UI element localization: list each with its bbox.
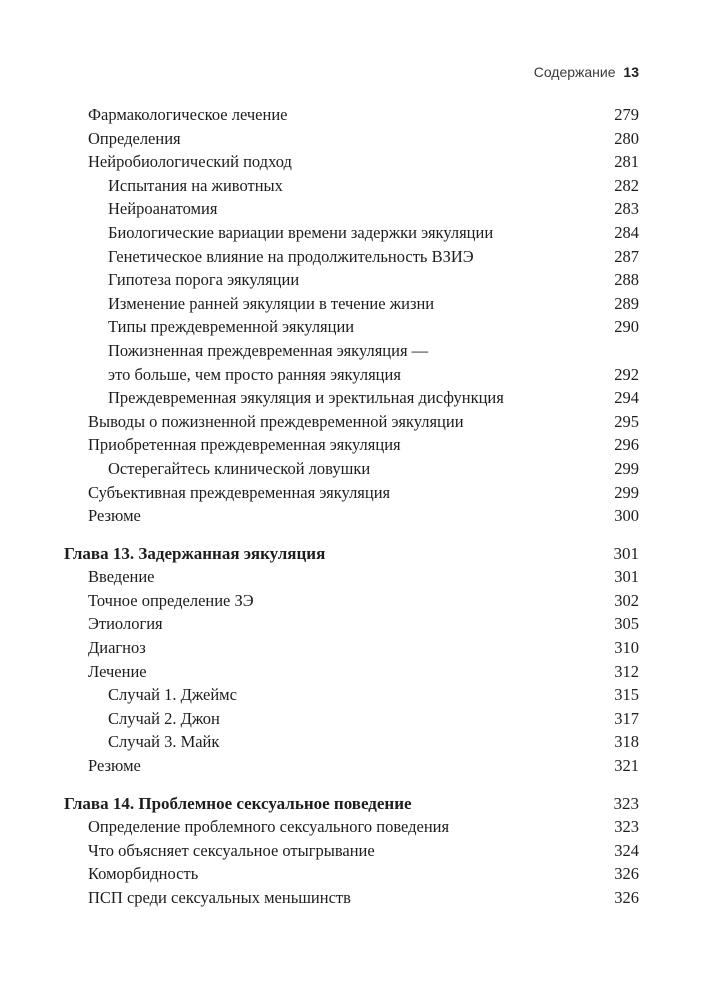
toc-subentry [64, 197, 639, 221]
toc-entry-page: 312 [614, 661, 639, 681]
toc-entry-page: 288 [614, 270, 639, 290]
toc-entry [64, 410, 639, 434]
toc-entry-title: Введение [88, 567, 155, 587]
toc-entry-title: Выводы о пожизненной преждевременной эякуляции [88, 411, 464, 431]
toc-entry-title: Точное определение ЗЭ [88, 590, 254, 610]
toc-entry-page: 321 [614, 756, 639, 776]
toc-entry-page: 280 [614, 128, 639, 148]
page-number: 13 [623, 64, 639, 80]
toc-entry [64, 103, 639, 127]
toc-subentry [64, 707, 639, 731]
toc-entry-title-line: это больше, чем просто ранняя эякуляция [108, 364, 401, 384]
toc-entry-title: Генетическое влияние на продолжительность ВЗИЭ [108, 246, 474, 266]
toc-entry-title: Приобретенная преждевременная эякуляция [88, 435, 401, 455]
toc-entry-title: Коморбидность [88, 864, 199, 884]
chapter-title: Глава 14. Проблемное сексуальное поведение [64, 793, 412, 813]
toc-subentry [64, 315, 639, 339]
toc-entry-title [108, 339, 428, 386]
toc-entry-page: 315 [614, 685, 639, 705]
toc-entry-page: 323 [613, 793, 639, 813]
toc-entry-page: 294 [614, 388, 639, 408]
toc-entry-page: 279 [614, 105, 639, 124]
toc-entry [64, 754, 639, 778]
toc-entry-page: 292 [614, 364, 639, 384]
toc-chapter-heading [64, 542, 639, 566]
toc-entry-page: 295 [614, 411, 639, 431]
toc-entry-page: 299 [614, 482, 639, 502]
toc-entry [64, 636, 639, 660]
toc-entry-title: Нейробиологический подход [88, 152, 292, 172]
toc-subentry [64, 730, 639, 754]
toc-entry-title: Случай 1. Джеймс [108, 685, 237, 705]
toc-entry-page: 317 [614, 708, 639, 728]
toc-subentry [64, 268, 639, 292]
toc-entry-page: 310 [614, 638, 639, 658]
toc-entry-title: Нейроанатомия [108, 199, 218, 219]
toc-entry-page: 287 [614, 246, 639, 266]
toc-entry [64, 862, 639, 886]
toc-entry-title: Фармакологическое лечение [88, 105, 288, 124]
toc-entry-title: Остерегайтесь клинической ловушки [108, 458, 371, 478]
toc-entry-title: Диагноз [88, 638, 146, 658]
toc-entry-page: 326 [614, 888, 639, 907]
toc-entry-title: Случай 2. Джон [108, 708, 220, 728]
toc-entry-title: Резюме [88, 506, 141, 526]
toc-entry-page: 284 [614, 222, 639, 242]
toc-subentry [64, 386, 639, 410]
toc-entry-title-line: Пожизненная преждевременная эякуляция — [108, 340, 429, 360]
toc-entry-title: Биологические вариации времени задержки эякуляции [108, 222, 494, 242]
toc-entry-title: Субъективная преждевременная эякуляция [88, 482, 391, 502]
toc-entry-title: Что объясняет сексуальное отыгрывание [88, 840, 375, 860]
toc-entry-page: 305 [614, 614, 639, 634]
toc-entry-title: ПСП среди сексуальных меньшинств [88, 888, 351, 907]
toc-entry-page: 326 [614, 864, 639, 884]
toc-entry-title: Испытания на животных [108, 175, 283, 195]
toc-subentry [64, 339, 639, 386]
toc-entry [64, 504, 639, 528]
toc-entry [64, 815, 639, 839]
toc-entry-page: 301 [614, 567, 639, 587]
toc-subentry [64, 221, 639, 245]
toc-entry [64, 589, 639, 613]
toc-subentry [64, 245, 639, 269]
toc-entry-page: 318 [614, 732, 639, 752]
toc-subentry [64, 683, 639, 707]
toc-entry [64, 150, 639, 174]
toc-chapter-heading [64, 792, 639, 816]
toc-entry [64, 127, 639, 151]
chapter-title: Глава 13. Задержанная эякуляция [64, 543, 326, 563]
toc-entry-title: Случай 3. Майк [108, 732, 220, 752]
toc-entry-title: Этиология [88, 614, 163, 634]
toc-entry [64, 886, 639, 910]
toc-entry-page: 302 [614, 590, 639, 610]
toc-entry-page: 283 [614, 199, 639, 219]
toc-entry-title: Типы преждевременной эякуляции [108, 317, 355, 337]
toc-subentry [64, 292, 639, 316]
toc-entry-page: 301 [613, 543, 639, 563]
toc-entry-title: Изменение ранней эякуляции в течение жизни [108, 293, 435, 313]
toc-entry [64, 481, 639, 505]
toc-entry [64, 612, 639, 636]
toc-entry-page: 290 [614, 317, 639, 337]
toc-entry [64, 433, 639, 457]
toc-entry-title: Гипотеза порога эякуляции [108, 270, 300, 290]
toc-entry-title: Определения [88, 128, 181, 148]
section-title: Содержание [533, 64, 616, 80]
toc-entry-page: 324 [614, 840, 639, 860]
toc-entry [64, 660, 639, 684]
toc-entry-title: Лечение [88, 661, 147, 681]
toc-entry-page: 296 [614, 435, 639, 455]
toc-subentry [64, 174, 639, 198]
toc-entry-page: 281 [614, 152, 639, 172]
running-head [534, 64, 639, 80]
toc-subentry [64, 457, 639, 481]
toc-entry-title: Определение проблемного сексуального поведения [88, 817, 450, 837]
toc-entry-page: 300 [614, 506, 639, 526]
toc-entry-page: 282 [614, 175, 639, 195]
toc-entry-title: Преждевременная эякуляция и эректильная дисфункция [108, 388, 504, 408]
table-of-contents [64, 103, 639, 910]
toc-entry-page: 289 [614, 293, 639, 313]
toc-entry-title: Резюме [88, 756, 141, 776]
toc-entry-page: 299 [614, 458, 639, 478]
toc-entry-page: 323 [614, 817, 639, 837]
toc-entry [64, 839, 639, 863]
toc-entry [64, 565, 639, 589]
